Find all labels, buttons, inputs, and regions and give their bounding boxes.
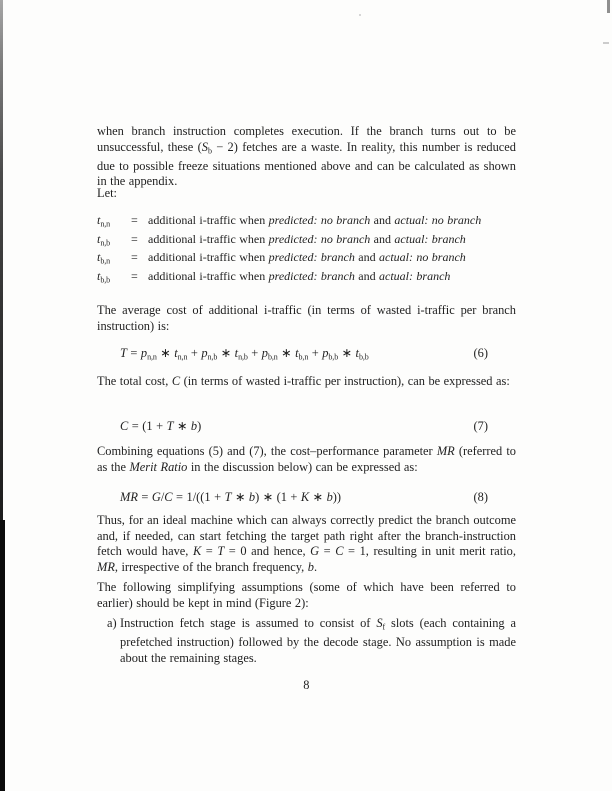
paragraph-average-cost: The average cost of additional i-traffic (in terms of wasted i-traffic per branch instruction) is:	[97, 303, 516, 333]
paragraph-intro: when branch instruction completes execution. If the branch turns out to be unsuccessful, these $(S_b - 2)$ fetches are a waste. In reality, this number is reduced due to possible freeze situations mentioned above and can be calculated as shown in the appendix.	[97, 124, 516, 188]
let-label: Let:	[97, 186, 117, 200]
definition-row	[97, 230, 577, 249]
equals-sign: =	[131, 250, 138, 264]
paragraph-assumptions: The following simplifying assumptions (some of which have been referred to earlier) should be kept in mind (Figure 2):	[97, 580, 516, 610]
equation-7-body: C = (1 + T ∗ b)	[120, 419, 202, 433]
equation-8-body: MR = G/C = 1/((1 + T ∗ b) ∗ (1 + K ∗ b))	[120, 490, 342, 504]
page-number: 8	[303, 678, 310, 692]
definition-row	[97, 211, 577, 230]
definition-row	[97, 267, 577, 286]
equation-8	[97, 489, 516, 507]
scan-edge-artifact-left-heavy	[0, 520, 5, 791]
scan-mark-top-right	[607, 0, 610, 13]
equation-8-number: (8)	[473, 490, 488, 504]
equals-sign: =	[131, 213, 138, 227]
equals-sign: =	[131, 268, 138, 283]
equation-7	[97, 418, 516, 436]
equation-6-number: (6)	[473, 346, 488, 360]
paragraph-combining: Combining equations (5) and (7), the cost–performance parameter MR (referred to as the Merit Ratio in the discussion below) can be expressed as:	[97, 444, 516, 474]
equation-6	[97, 345, 516, 363]
paragraph-ideal-machine: Thus, for an ideal machine which can always correctly predict the branch outcome and, if needed, can start fetching the target path right after the branch-instruction fetch would have, K = T = 0 and hence, G = C = 1, resulting in unit merit ratio, MR, irrespective of the branch frequency, b.	[97, 513, 516, 574]
definition-symbol: $t_{n,n}$	[97, 213, 111, 229]
definition-text: additional i-traffic when predicted: branch and actual: branch	[148, 268, 451, 283]
equals-sign: =	[131, 231, 138, 246]
definition-symbol: $t_{n,b}$	[97, 231, 111, 247]
definition-symbol: $t_{b,n}$	[97, 250, 111, 266]
page-content	[97, 0, 516, 791]
list-item-a	[97, 616, 516, 666]
equation-7-number: (7)	[473, 419, 488, 433]
list-item-a-text: Instruction fetch stage is assumed to consist of $S_f$ slots (each containing a prefetched instruction) followed by the decode stage. No assumption is made about the remaining stages.	[120, 616, 517, 665]
definition-text: additional i-traffic when predicted: no branch and actual: no branch	[148, 213, 482, 227]
definitions-list	[97, 211, 577, 285]
definition-text: additional i-traffic when predicted: no branch and actual: branch	[148, 231, 466, 246]
equation-6-body: $T = p_{n,n}$ ∗ $t_{n,n} + p_{n,b}$ ∗ $t_{n,b} + p_{b,n}$ ∗ $t_{b,n} + p_{b,b}$ ∗ $t_{b,b}$	[120, 346, 369, 362]
paragraph-total-cost: The total cost, C (in terms of wasted i-traffic per instruction), can be expressed as:	[97, 374, 510, 388]
definition-row	[97, 248, 577, 267]
scan-mark-top-right-faint	[603, 42, 609, 44]
definition-text: additional i-traffic when predicted: branch and actual: no branch	[148, 250, 466, 264]
list-item-a-label: a)	[107, 616, 117, 630]
definition-symbol: $t_{b,b}$	[97, 268, 111, 284]
